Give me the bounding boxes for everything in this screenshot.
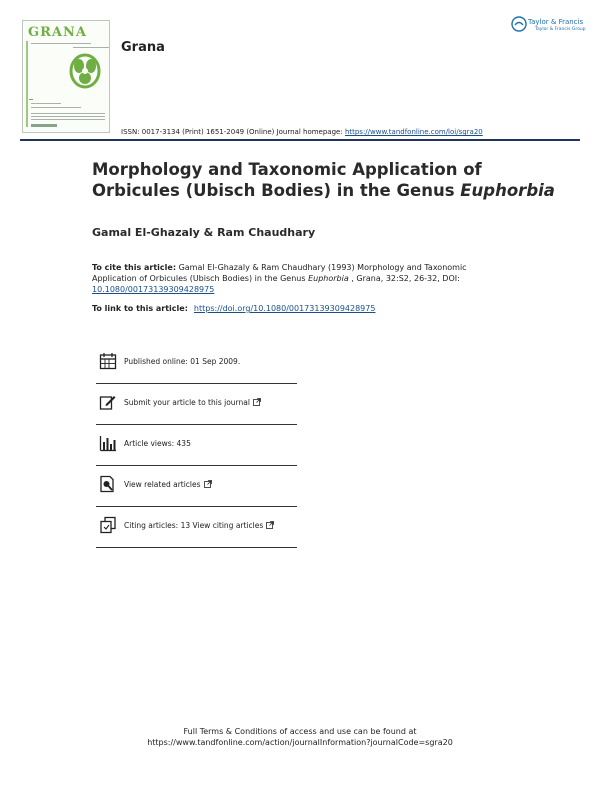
- article-title-text: Morphology and Taxonomic Application of Orbicules (Ubisch Bodies) in the Genus: [92, 160, 482, 200]
- related-text: View related articles: [124, 480, 201, 489]
- footer-terms-link[interactable]: https://www.tandfonline.com/action/journalInformation?journalCode=sgra20: [147, 738, 453, 747]
- divider: [96, 547, 297, 548]
- cover-emblem-icon: [67, 51, 103, 91]
- published-date: Published online: 01 Sep 2009.: [124, 357, 241, 366]
- cover-publisher-mark: [31, 124, 57, 127]
- cover-text-line: [73, 47, 110, 48]
- citation-block: [92, 262, 502, 295]
- submit-article-link[interactable]: [124, 398, 261, 407]
- citation-text: Gamal El-Ghazaly & Ram Chaudhary (1993) Morphology and Taxonomic Application of Orbicules (Ubisch Bodies) in the Genus: [92, 263, 467, 283]
- link-label: To link to this article:: [92, 304, 188, 313]
- cover-side-bar: [26, 41, 28, 127]
- related-row[interactable]: [96, 465, 296, 505]
- issn-line: [121, 128, 483, 136]
- external-link-icon: [204, 480, 212, 488]
- article-authors: Gamal El-Ghazaly & Ram Chaudhary: [92, 226, 316, 239]
- edit-icon: [99, 393, 117, 411]
- citing-documents-icon: [99, 516, 117, 534]
- views-row: [96, 424, 296, 464]
- citation-italic: Euphorbia: [308, 274, 349, 283]
- citation-doi-link[interactable]: 10.1080/00173139309428975: [92, 285, 215, 294]
- citation-text-end: , Grana, 32:S2, 26-32, DOI:: [348, 274, 460, 283]
- publisher-name: Taylor & Francis: [528, 18, 584, 26]
- calendar-icon: [99, 352, 117, 370]
- document-search-icon: [99, 475, 117, 493]
- cover-text-line: [31, 119, 105, 120]
- cover-text-line: [29, 99, 33, 100]
- submit-text: Submit your article to this journal: [124, 398, 250, 407]
- external-link-icon: [253, 398, 261, 406]
- issn-text: ISSN: 0017-3134 (Print) 1651-2049 (Online) Journal homepage:: [121, 128, 345, 136]
- article-title-italic: Euphorbia: [460, 181, 555, 200]
- citing-text: Citing articles: 13 View citing articles: [124, 521, 264, 530]
- header-rule: [20, 139, 580, 141]
- cover-text-line: [31, 113, 105, 114]
- journal-name: Grana: [121, 40, 165, 55]
- related-articles-link[interactable]: [124, 480, 212, 489]
- article-doi-link[interactable]: https://doi.org/10.1080/00173139309428975: [193, 304, 376, 313]
- article-title: [92, 159, 562, 201]
- cover-text-line: [31, 43, 91, 44]
- cover-text-line: [31, 103, 61, 104]
- journal-homepage-link[interactable]: https://www.tandfonline.com/loi/sgra20: [344, 128, 483, 136]
- submit-row[interactable]: [96, 383, 296, 423]
- article-link-line: [92, 304, 375, 313]
- cover-text-line: [31, 116, 105, 117]
- published-row: [96, 342, 296, 382]
- journal-cover-thumbnail: [22, 20, 110, 133]
- citing-row[interactable]: [96, 506, 296, 546]
- article-views: Article views: 435: [124, 439, 191, 448]
- bar-chart-icon: [99, 434, 117, 452]
- publisher-logo: [511, 16, 591, 36]
- footer-terms: Full Terms & Conditions of access and use can be found at: [183, 727, 417, 736]
- citing-articles-link[interactable]: [124, 521, 274, 530]
- citation-label: To cite this article:: [92, 263, 177, 272]
- cover-title: GRANA: [28, 25, 87, 40]
- publisher-tagline: Taylor & Francis Group: [535, 27, 586, 32]
- cover-text-line: [31, 107, 81, 108]
- publisher-logo-icon: [511, 16, 527, 32]
- external-link-icon: [266, 521, 274, 529]
